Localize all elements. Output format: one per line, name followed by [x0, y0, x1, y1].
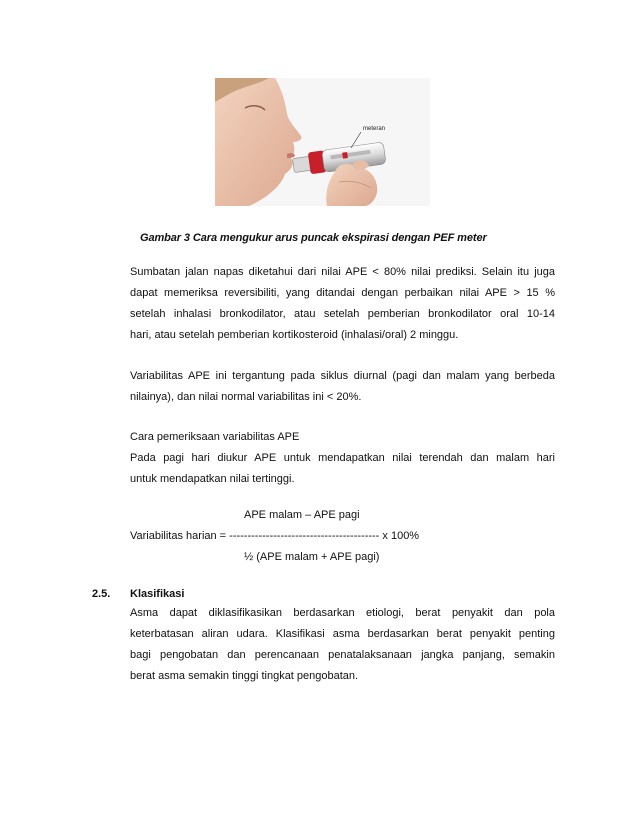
text-line: Sumbatan jalan napas diketahui dari nilai APE < 80% nilai prediksi. Selain itu juga [130, 266, 555, 278]
paragraph-obstruction [130, 262, 555, 346]
text-line: Asma dapat diklasifikasikan berdasarkan etiologi, berat penyakit dan pola [130, 607, 555, 619]
text-line: Cara pemeriksaan variabilitas APE [130, 431, 300, 443]
figure-caption: Gambar 3 Cara mengukur arus puncak ekspirasi dengan PEF meter [140, 232, 487, 244]
formula-numerator: APE malam – APE pagi [244, 509, 360, 521]
meteran-label: meteran [363, 126, 386, 132]
paragraph-classification [130, 603, 555, 687]
section-title: Klasifikasi [130, 588, 185, 600]
text-line: nilainya), dan nilai normal variabilitas ini < 20%. [130, 391, 362, 403]
paragraph-examination [130, 427, 555, 490]
text-line: Variabilitas APE ini tergantung pada siklus diurnal (pagi dan malam yang berbeda [130, 370, 555, 382]
paragraph-variability [130, 366, 555, 408]
pef-meter-illustration [215, 78, 430, 206]
text-line: dapat memeriksa reversibiliti, yang ditandai dengan perbaikan nilai APE > 15 % [130, 287, 555, 299]
text-line: bagi pengobatan dan perencanaan penatalaksanaan jangka panjang, semakin [130, 649, 555, 661]
text-line: hari, atau setelah pemberian kortikosteroid (inhalasi/oral) 2 minggu. [130, 329, 459, 341]
pef-meter-drawing [215, 78, 430, 206]
formula-main: Variabilitas harian = ----------------------------------------- x 100% [130, 530, 420, 542]
formula-denominator: ½ (APE malam + APE pagi) [244, 551, 380, 563]
text-line: Pada pagi hari diukur APE untuk mendapatkan nilai terendah dan malam hari [130, 452, 555, 464]
text-line: keterbatasan aliran udara. Klasifikasi asma berdasarkan berat penyakit penting [130, 628, 555, 640]
section-number: 2.5. [92, 588, 111, 600]
text-line: untuk mendapatkan nilai tertinggi. [130, 473, 295, 485]
text-line: berat asma semakin tinggi tingkat pengobatan. [130, 670, 359, 682]
text-line: setelah inhalasi bronkodilator, atau setelah pemberian bronkodilator oral 10-14 [130, 308, 555, 320]
